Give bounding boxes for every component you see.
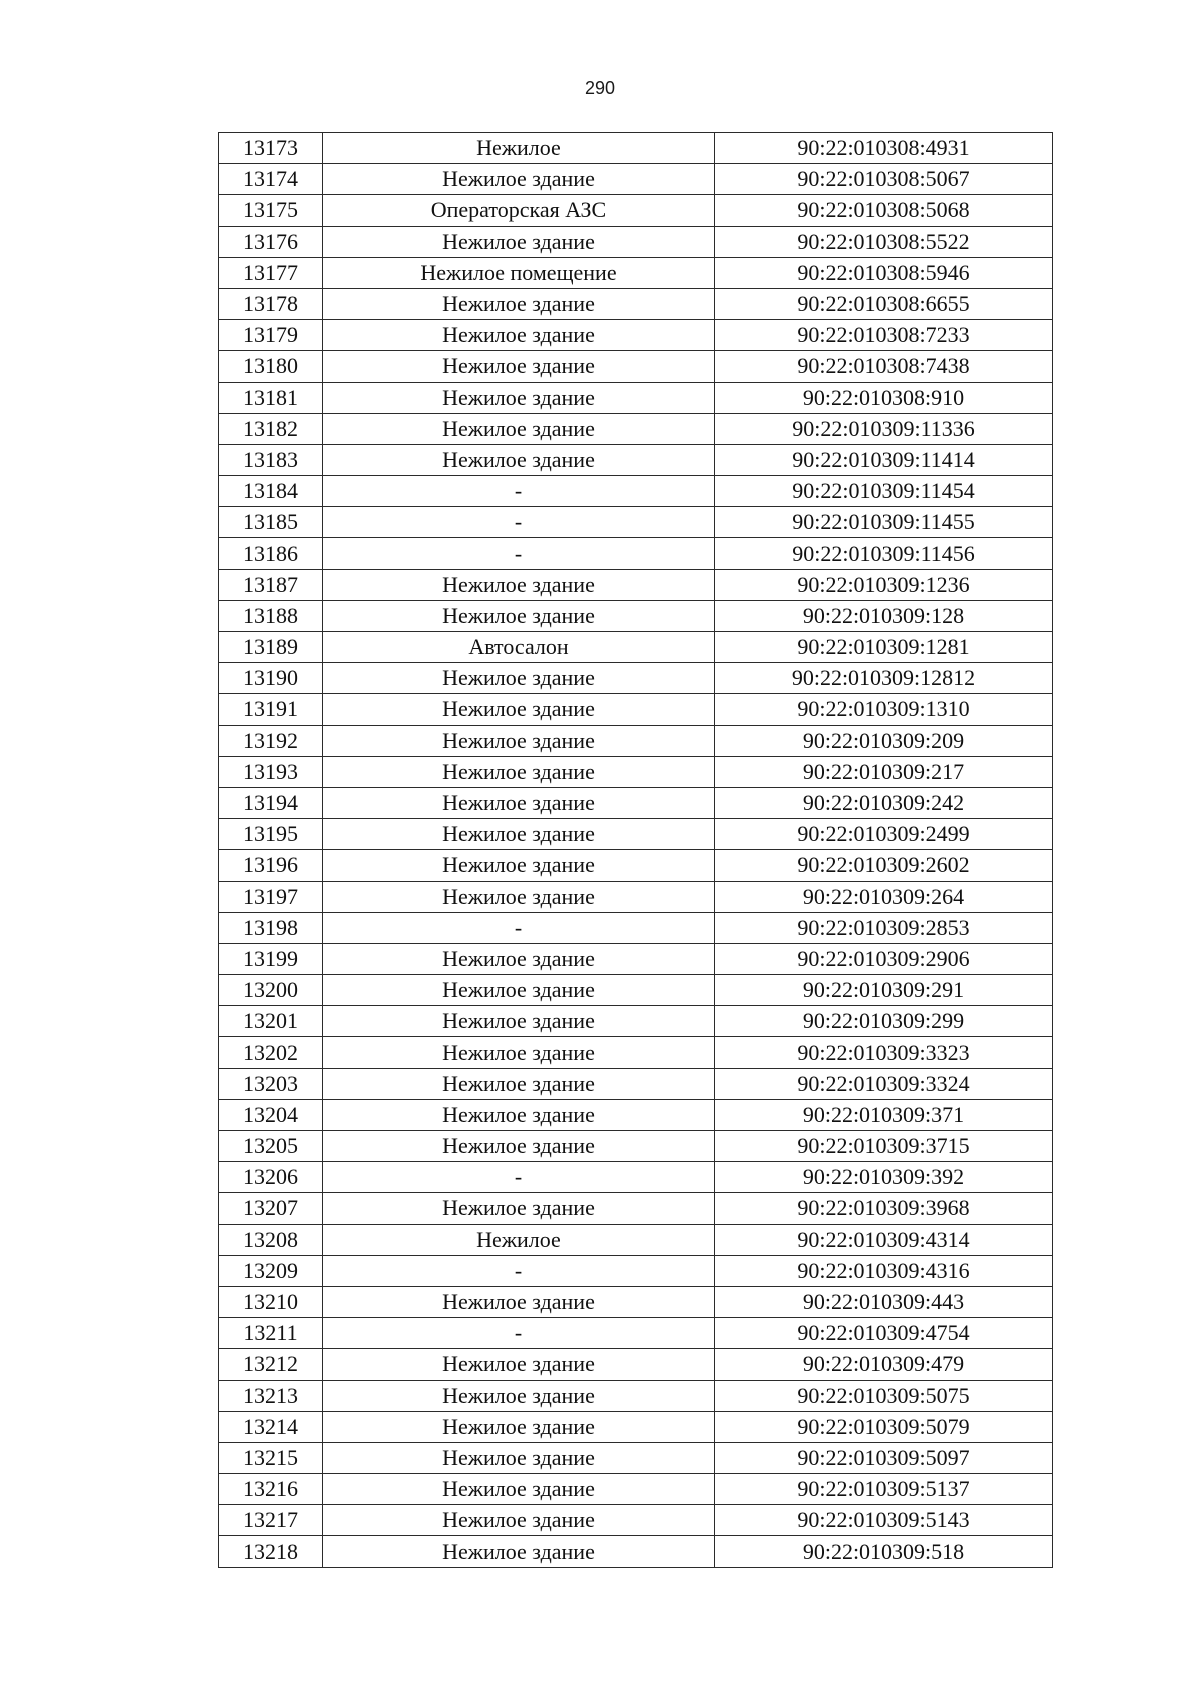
object-name-cell: Нежилое bbox=[323, 133, 715, 164]
object-name-cell: Нежилое здание bbox=[323, 1286, 715, 1317]
cadastral-number-cell: 90:22:010309:1236 bbox=[715, 569, 1053, 600]
table-row bbox=[219, 288, 1053, 319]
table-row bbox=[219, 632, 1053, 663]
object-name-cell: Нежилое здание bbox=[323, 320, 715, 351]
row-number-cell: 13183 bbox=[219, 444, 323, 475]
row-number-cell: 13174 bbox=[219, 164, 323, 195]
object-name-cell: Нежилое здание bbox=[323, 444, 715, 475]
table-row bbox=[219, 881, 1053, 912]
object-name-cell: Нежилое здание bbox=[323, 663, 715, 694]
table-row bbox=[219, 1224, 1053, 1255]
cadastral-number-cell: 90:22:010309:4754 bbox=[715, 1318, 1053, 1349]
cadastral-number-cell: 90:22:010309:128 bbox=[715, 600, 1053, 631]
object-name-cell: Нежилое здание bbox=[323, 850, 715, 881]
object-name-cell: Нежилое здание bbox=[323, 1505, 715, 1536]
object-name-cell: Нежилое здание bbox=[323, 725, 715, 756]
table-row bbox=[219, 538, 1053, 569]
table-row bbox=[219, 1193, 1053, 1224]
cadastral-number-cell: 90:22:010309:1281 bbox=[715, 632, 1053, 663]
page-number: 290 bbox=[584, 78, 616, 98]
cadastral-number-cell: 90:22:010309:3323 bbox=[715, 1037, 1053, 1068]
cadastral-number-cell: 90:22:010309:264 bbox=[715, 881, 1053, 912]
row-number-cell: 13199 bbox=[219, 943, 323, 974]
cadastral-number-cell: 90:22:010309:299 bbox=[715, 1006, 1053, 1037]
registry-table-body bbox=[219, 133, 1053, 1568]
row-number-cell: 13200 bbox=[219, 975, 323, 1006]
cadastral-number-cell: 90:22:010308:7438 bbox=[715, 351, 1053, 382]
row-number-cell: 13194 bbox=[219, 787, 323, 818]
table-row bbox=[219, 725, 1053, 756]
object-name-cell: Нежилое здание bbox=[323, 226, 715, 257]
table-row bbox=[219, 1349, 1053, 1380]
cadastral-number-cell: 90:22:010309:11336 bbox=[715, 413, 1053, 444]
object-name-cell: - bbox=[323, 507, 715, 538]
cadastral-number-cell: 90:22:010308:5522 bbox=[715, 226, 1053, 257]
row-number-cell: 13182 bbox=[219, 413, 323, 444]
table-row bbox=[219, 569, 1053, 600]
table-row bbox=[219, 444, 1053, 475]
object-name-cell: Нежилое здание bbox=[323, 382, 715, 413]
cadastral-number-cell: 90:22:010308:5946 bbox=[715, 257, 1053, 288]
cadastral-number-cell: 90:22:010309:5143 bbox=[715, 1505, 1053, 1536]
row-number-cell: 13177 bbox=[219, 257, 323, 288]
object-name-cell: Нежилое здание bbox=[323, 1193, 715, 1224]
row-number-cell: 13197 bbox=[219, 881, 323, 912]
row-number-cell: 13217 bbox=[219, 1505, 323, 1536]
object-name-cell: Нежилое здание bbox=[323, 1380, 715, 1411]
row-number-cell: 13216 bbox=[219, 1474, 323, 1505]
object-name-cell: Нежилое здание bbox=[323, 756, 715, 787]
object-name-cell: Нежилое bbox=[323, 1224, 715, 1255]
row-number-cell: 13206 bbox=[219, 1162, 323, 1193]
object-name-cell: Нежилое здание bbox=[323, 288, 715, 319]
object-name-cell: Нежилое здание bbox=[323, 1068, 715, 1099]
object-name-cell: Нежилое здание bbox=[323, 881, 715, 912]
cadastral-number-cell: 90:22:010309:3324 bbox=[715, 1068, 1053, 1099]
property-registry-table bbox=[218, 132, 1053, 1568]
object-name-cell: Нежилое здание bbox=[323, 787, 715, 818]
object-name-cell: - bbox=[323, 1255, 715, 1286]
table-row bbox=[219, 257, 1053, 288]
cadastral-number-cell: 90:22:010309:217 bbox=[715, 756, 1053, 787]
row-number-cell: 13215 bbox=[219, 1442, 323, 1473]
table-row bbox=[219, 1006, 1053, 1037]
table-row bbox=[219, 1536, 1053, 1567]
table-row bbox=[219, 912, 1053, 943]
object-name-cell: Нежилое здание bbox=[323, 1037, 715, 1068]
row-number-cell: 13173 bbox=[219, 133, 323, 164]
table-row bbox=[219, 351, 1053, 382]
row-number-cell: 13180 bbox=[219, 351, 323, 382]
cadastral-number-cell: 90:22:010309:2499 bbox=[715, 819, 1053, 850]
row-number-cell: 13193 bbox=[219, 756, 323, 787]
row-number-cell: 13176 bbox=[219, 226, 323, 257]
cadastral-number-cell: 90:22:010309:291 bbox=[715, 975, 1053, 1006]
table-row bbox=[219, 1131, 1053, 1162]
table-row bbox=[219, 226, 1053, 257]
cadastral-number-cell: 90:22:010309:11456 bbox=[715, 538, 1053, 569]
object-name-cell: Нежилое здание bbox=[323, 1349, 715, 1380]
row-number-cell: 13205 bbox=[219, 1131, 323, 1162]
table-row bbox=[219, 476, 1053, 507]
table-row bbox=[219, 943, 1053, 974]
cadastral-number-cell: 90:22:010309:11455 bbox=[715, 507, 1053, 538]
object-name-cell: Нежилое здание bbox=[323, 1536, 715, 1567]
object-name-cell: Нежилое здание bbox=[323, 975, 715, 1006]
row-number-cell: 13186 bbox=[219, 538, 323, 569]
cadastral-number-cell: 90:22:010309:5075 bbox=[715, 1380, 1053, 1411]
object-name-cell: Нежилое здание bbox=[323, 1411, 715, 1442]
cadastral-number-cell: 90:22:010308:5068 bbox=[715, 195, 1053, 226]
object-name-cell: - bbox=[323, 1318, 715, 1349]
row-number-cell: 13210 bbox=[219, 1286, 323, 1317]
row-number-cell: 13175 bbox=[219, 195, 323, 226]
object-name-cell: - bbox=[323, 912, 715, 943]
table-row bbox=[219, 413, 1053, 444]
object-name-cell: Нежилое здание bbox=[323, 819, 715, 850]
table-row bbox=[219, 507, 1053, 538]
cadastral-number-cell: 90:22:010309:2906 bbox=[715, 943, 1053, 974]
cadastral-number-cell: 90:22:010309:3715 bbox=[715, 1131, 1053, 1162]
table-row bbox=[219, 1411, 1053, 1442]
table-row bbox=[219, 975, 1053, 1006]
row-number-cell: 13188 bbox=[219, 600, 323, 631]
object-name-cell: Нежилое здание bbox=[323, 694, 715, 725]
object-name-cell: Автосалон bbox=[323, 632, 715, 663]
cadastral-number-cell: 90:22:010309:3968 bbox=[715, 1193, 1053, 1224]
cadastral-number-cell: 90:22:010308:910 bbox=[715, 382, 1053, 413]
row-number-cell: 13181 bbox=[219, 382, 323, 413]
object-name-cell: - bbox=[323, 1162, 715, 1193]
cadastral-number-cell: 90:22:010309:209 bbox=[715, 725, 1053, 756]
table-row bbox=[219, 1380, 1053, 1411]
cadastral-number-cell: 90:22:010309:5079 bbox=[715, 1411, 1053, 1442]
row-number-cell: 13192 bbox=[219, 725, 323, 756]
cadastral-number-cell: 90:22:010309:2853 bbox=[715, 912, 1053, 943]
table-row bbox=[219, 850, 1053, 881]
object-name-cell: Нежилое здание bbox=[323, 1474, 715, 1505]
row-number-cell: 13204 bbox=[219, 1099, 323, 1130]
table-row bbox=[219, 787, 1053, 818]
object-name-cell: Нежилое здание bbox=[323, 1442, 715, 1473]
cadastral-number-cell: 90:22:010309:242 bbox=[715, 787, 1053, 818]
cadastral-number-cell: 90:22:010309:518 bbox=[715, 1536, 1053, 1567]
object-name-cell: - bbox=[323, 538, 715, 569]
object-name-cell: Нежилое здание bbox=[323, 1099, 715, 1130]
object-name-cell: Нежилое здание bbox=[323, 600, 715, 631]
object-name-cell: Нежилое здание bbox=[323, 164, 715, 195]
table-row bbox=[219, 1505, 1053, 1536]
row-number-cell: 13196 bbox=[219, 850, 323, 881]
table-row bbox=[219, 320, 1053, 351]
row-number-cell: 13202 bbox=[219, 1037, 323, 1068]
row-number-cell: 13207 bbox=[219, 1193, 323, 1224]
cadastral-number-cell: 90:22:010309:2602 bbox=[715, 850, 1053, 881]
cadastral-number-cell: 90:22:010309:11454 bbox=[715, 476, 1053, 507]
table-row bbox=[219, 133, 1053, 164]
row-number-cell: 13212 bbox=[219, 1349, 323, 1380]
row-number-cell: 13179 bbox=[219, 320, 323, 351]
row-number-cell: 13218 bbox=[219, 1536, 323, 1567]
object-name-cell: - bbox=[323, 476, 715, 507]
table-row bbox=[219, 819, 1053, 850]
row-number-cell: 13178 bbox=[219, 288, 323, 319]
object-name-cell: Нежилое помещение bbox=[323, 257, 715, 288]
row-number-cell: 13211 bbox=[219, 1318, 323, 1349]
table-row bbox=[219, 694, 1053, 725]
object-name-cell: Нежилое здание bbox=[323, 351, 715, 382]
row-number-cell: 13203 bbox=[219, 1068, 323, 1099]
cadastral-number-cell: 90:22:010309:5137 bbox=[715, 1474, 1053, 1505]
table-row bbox=[219, 1286, 1053, 1317]
table-row bbox=[219, 663, 1053, 694]
cadastral-number-cell: 90:22:010309:392 bbox=[715, 1162, 1053, 1193]
table-row bbox=[219, 1255, 1053, 1286]
cadastral-number-cell: 90:22:010309:5097 bbox=[715, 1442, 1053, 1473]
cadastral-number-cell: 90:22:010309:371 bbox=[715, 1099, 1053, 1130]
row-number-cell: 13198 bbox=[219, 912, 323, 943]
cadastral-number-cell: 90:22:010308:4931 bbox=[715, 133, 1053, 164]
row-number-cell: 13185 bbox=[219, 507, 323, 538]
table-row bbox=[219, 1037, 1053, 1068]
row-number-cell: 13191 bbox=[219, 694, 323, 725]
cadastral-number-cell: 90:22:010308:5067 bbox=[715, 164, 1053, 195]
object-name-cell: Нежилое здание bbox=[323, 413, 715, 444]
row-number-cell: 13189 bbox=[219, 632, 323, 663]
row-number-cell: 13187 bbox=[219, 569, 323, 600]
table-row bbox=[219, 756, 1053, 787]
row-number-cell: 13184 bbox=[219, 476, 323, 507]
cadastral-number-cell: 90:22:010308:7233 bbox=[715, 320, 1053, 351]
cadastral-number-cell: 90:22:010309:443 bbox=[715, 1286, 1053, 1317]
table-row bbox=[219, 1162, 1053, 1193]
cadastral-number-cell: 90:22:010309:479 bbox=[715, 1349, 1053, 1380]
table-row bbox=[219, 195, 1053, 226]
cadastral-number-cell: 90:22:010309:4314 bbox=[715, 1224, 1053, 1255]
object-name-cell: Нежилое здание bbox=[323, 943, 715, 974]
object-name-cell: Нежилое здание bbox=[323, 1131, 715, 1162]
row-number-cell: 13190 bbox=[219, 663, 323, 694]
object-name-cell: Операторская АЗС bbox=[323, 195, 715, 226]
cadastral-number-cell: 90:22:010309:11414 bbox=[715, 444, 1053, 475]
cadastral-number-cell: 90:22:010308:6655 bbox=[715, 288, 1053, 319]
cadastral-number-cell: 90:22:010309:12812 bbox=[715, 663, 1053, 694]
object-name-cell: Нежилое здание bbox=[323, 569, 715, 600]
table-row bbox=[219, 382, 1053, 413]
row-number-cell: 13208 bbox=[219, 1224, 323, 1255]
cadastral-number-cell: 90:22:010309:4316 bbox=[715, 1255, 1053, 1286]
row-number-cell: 13209 bbox=[219, 1255, 323, 1286]
row-number-cell: 13213 bbox=[219, 1380, 323, 1411]
table-row bbox=[219, 1318, 1053, 1349]
table-row bbox=[219, 1068, 1053, 1099]
row-number-cell: 13195 bbox=[219, 819, 323, 850]
object-name-cell: Нежилое здание bbox=[323, 1006, 715, 1037]
table-row bbox=[219, 1474, 1053, 1505]
table-row bbox=[219, 1442, 1053, 1473]
table-row bbox=[219, 1099, 1053, 1130]
table-row bbox=[219, 164, 1053, 195]
row-number-cell: 13201 bbox=[219, 1006, 323, 1037]
cadastral-number-cell: 90:22:010309:1310 bbox=[715, 694, 1053, 725]
table-row bbox=[219, 600, 1053, 631]
row-number-cell: 13214 bbox=[219, 1411, 323, 1442]
